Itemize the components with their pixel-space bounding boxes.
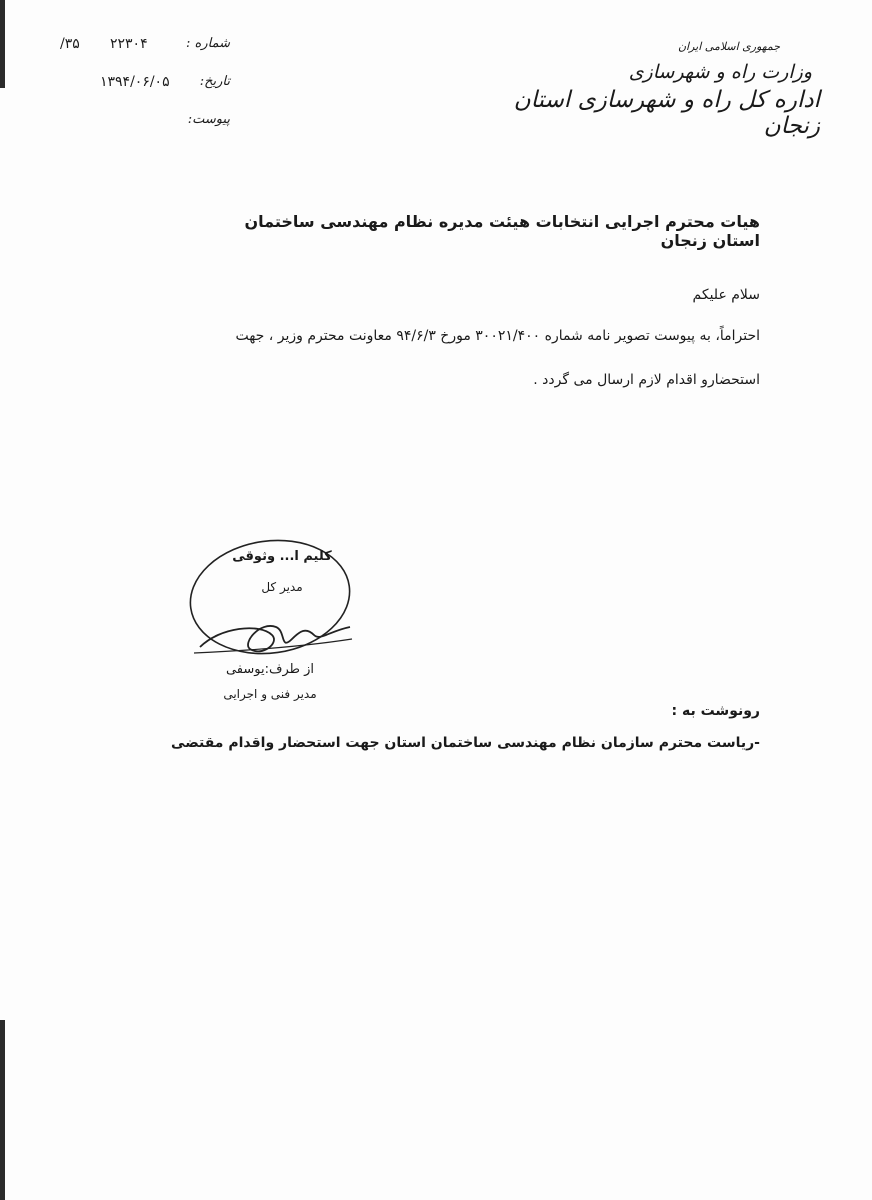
signatory-title: مدیر کل — [261, 580, 303, 594]
reference-date-value: ۱۳۹۴/۰۶/۰۵ — [100, 74, 170, 90]
reference-serial: ۳۵/ — [60, 36, 80, 52]
body-paragraph-line-1: احتراماً، به پیوست تصویر نامه شماره ۳۰۰۲۱/۴۰۰ مورخ ۹۴/۶/۳ معاونت محترم وزیر ، جهت — [235, 328, 760, 344]
reference-date-row — [60, 74, 230, 112]
cc-line-1: -ریاست محترم سازمان نظام مهندسی ساختمان استان جهت استحضار واقدام مقتضی — [171, 735, 760, 751]
reference-number-value: ۲۲۳۰۴ — [110, 36, 148, 52]
recipient-line: هیات محترم اجرایی انتخابات هیئت مدیره نظام مهندسی ساختمان استان زنجان — [244, 212, 760, 250]
scan-edge-top — [0, 0, 5, 88]
reference-block — [60, 36, 230, 150]
letterhead — [500, 40, 820, 139]
reference-attachment-label: پیوست: — [187, 112, 230, 127]
scan-edge-bottom — [0, 1020, 5, 1200]
signatory-name: کلیم ا... وثوقی — [232, 549, 332, 564]
body-paragraph-line-2: استحضارو اقدام لازم ارسال می گردد . — [533, 372, 760, 388]
reference-date-label: تاریخ: — [199, 74, 230, 89]
signatory-on-behalf-title: مدیر فنی و اجرایی — [223, 687, 317, 701]
letterhead-republic: جمهوری اسلامی ایران — [677, 40, 780, 53]
reference-number-label: شماره : — [186, 36, 230, 51]
reference-number-row — [60, 36, 230, 74]
signatory-on-behalf: از طرف:یوسفی — [225, 662, 315, 677]
letterhead-office: اداره کل راه و شهرسازی استان زنجان — [513, 87, 820, 139]
greeting: سلام علیکم — [692, 287, 760, 303]
cc-heading: رونوشت به : — [671, 703, 760, 719]
signature-block — [180, 535, 360, 710]
letterhead-ministry: وزارت راه و شهرسازی — [628, 61, 812, 83]
reference-attachment-row — [60, 112, 230, 150]
